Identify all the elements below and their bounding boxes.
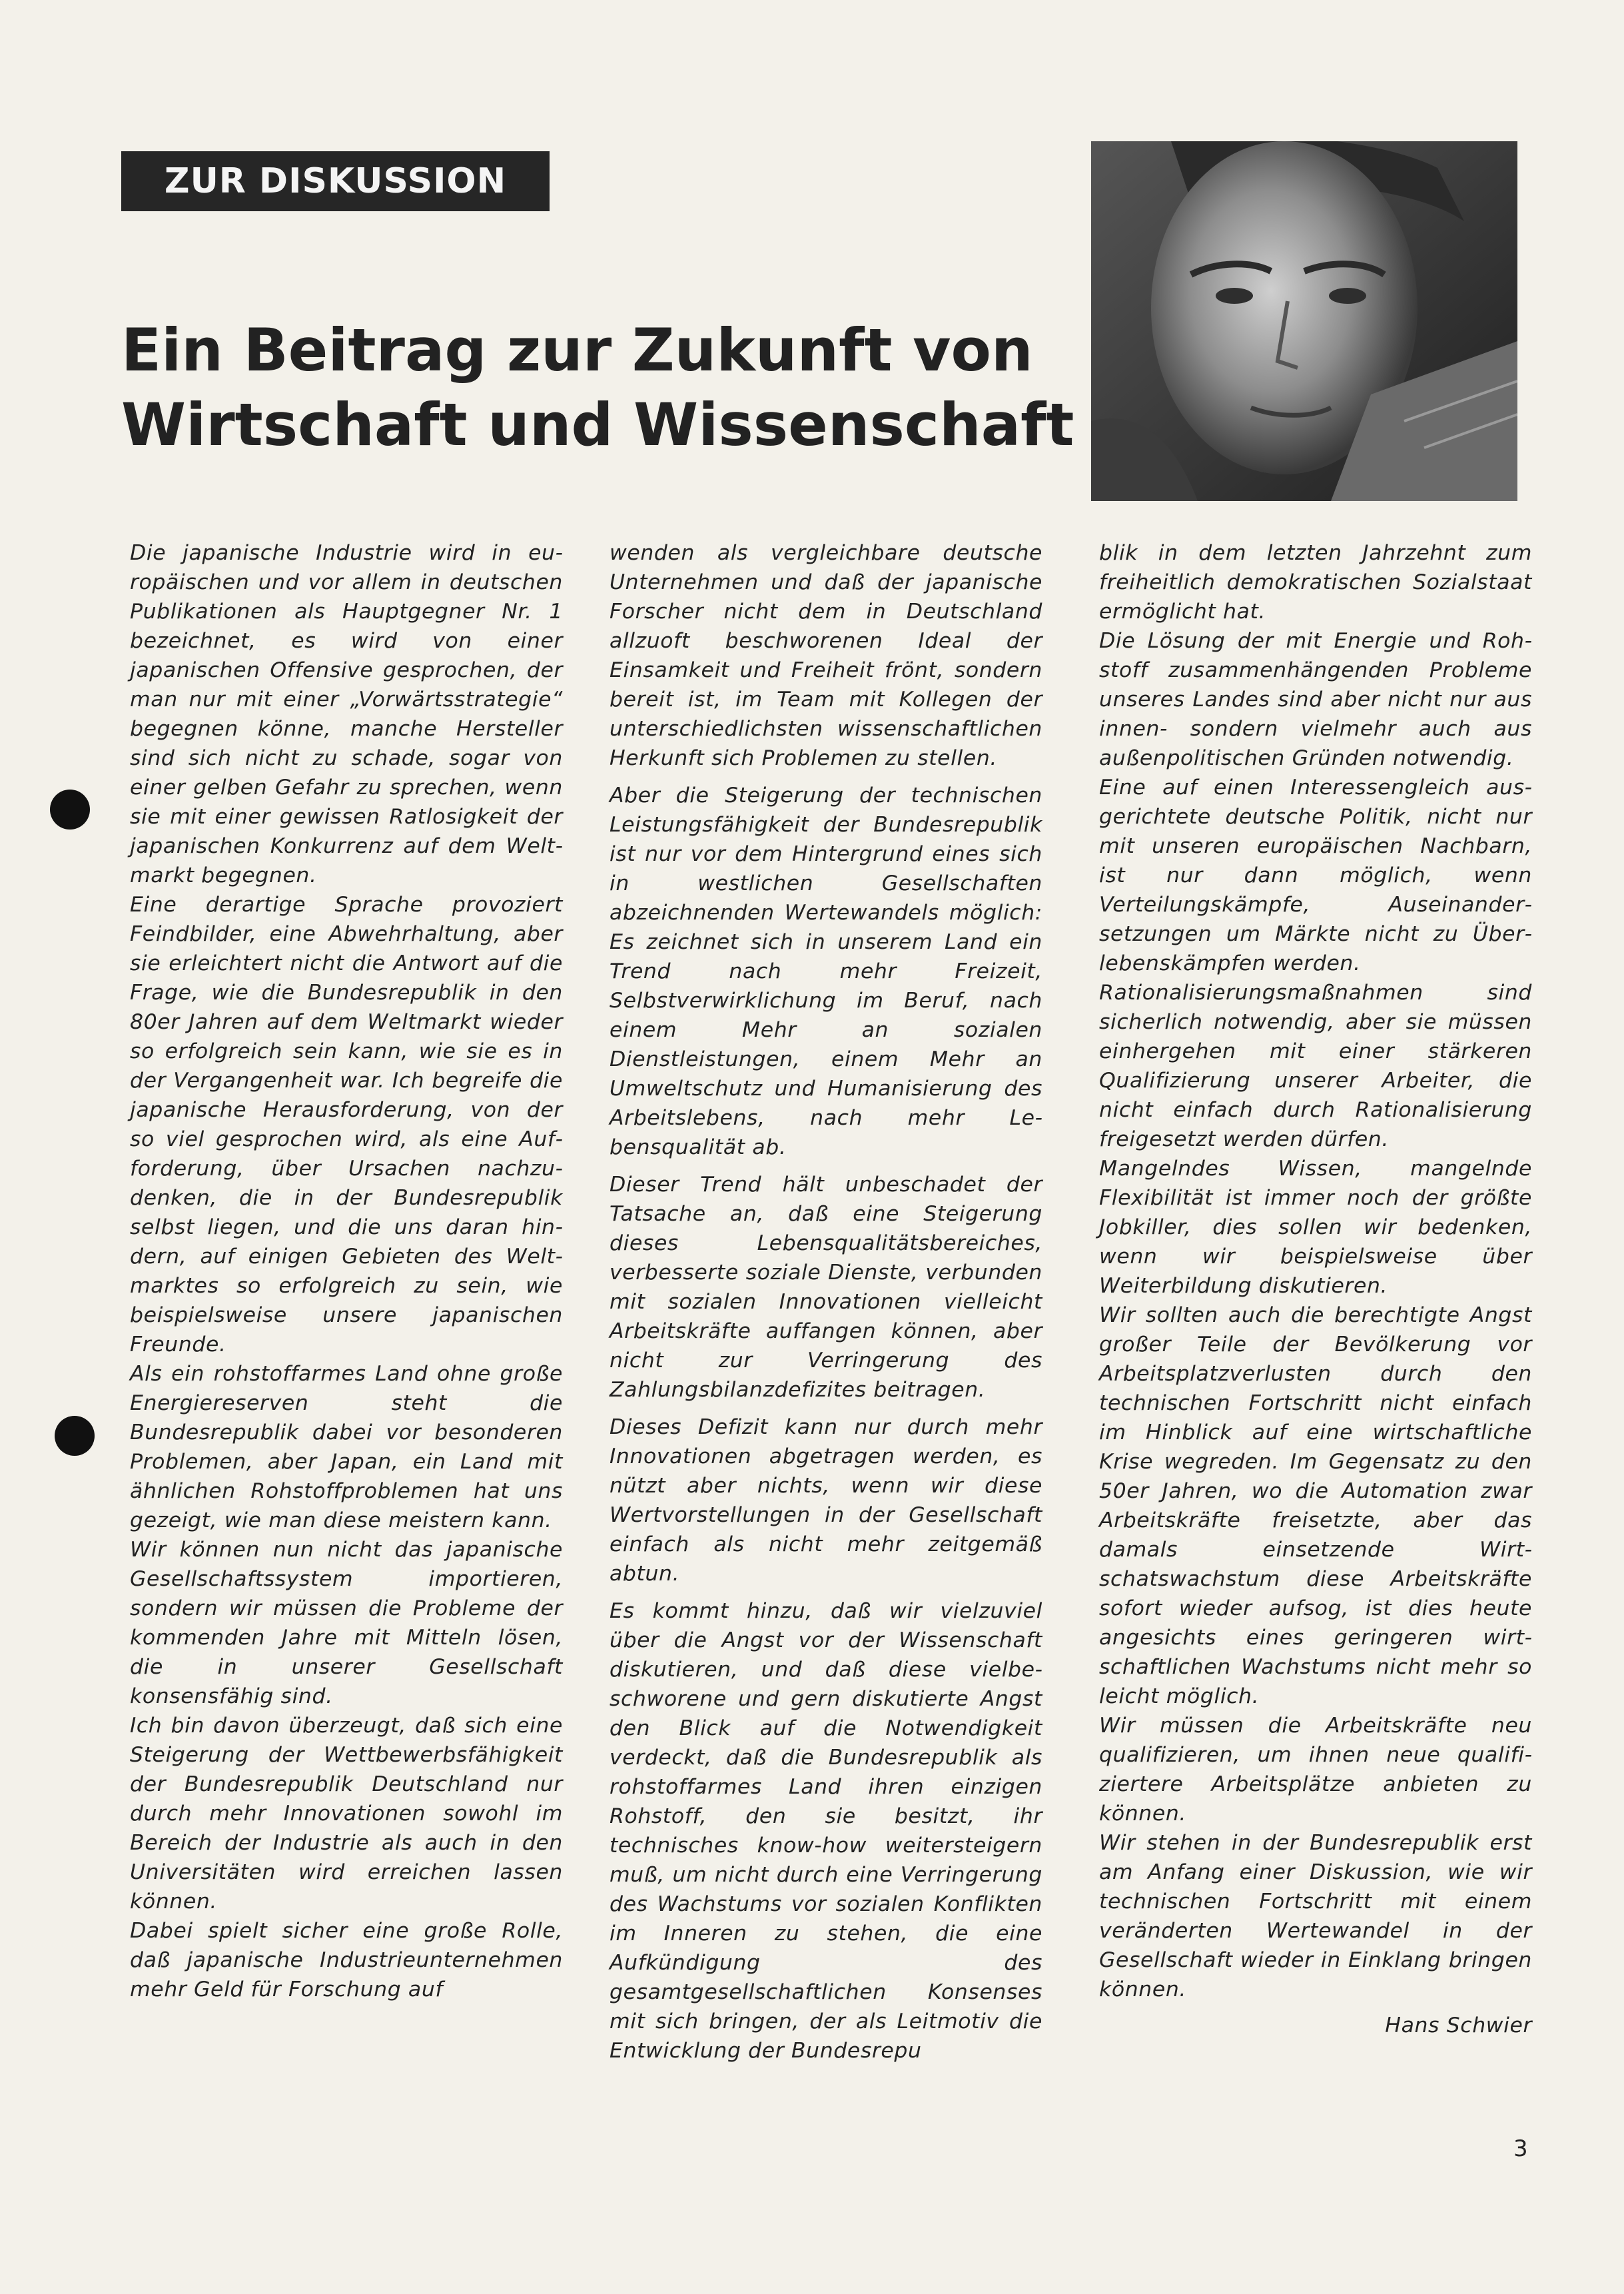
column-2-paragraph: Aber die Steigerung der technischen Leistungsfähigkeit der Bundesrepublik ist nur vor dem Hintergrund eines sich in westlichen Gesellschaften abzeichnenden Wertewandels möglich: Es zeichnet sich in unserem Land ein Trend nach mehr Freizeit, Selbstverwirklichung im Beruf, nach einem Mehr an sozialen Dienstleistungen, einem Mehr an Umweltschutz und Humanisierung des Arbeitslebens, nach mehr Lebensqualität ab.	[609, 784, 1042, 1159]
column-3-paragraph: Eine auf einen Interessengleich ausgerichtete deutsche Politik, nicht nur mit unseren europäischen Nachbarn, ist nur dann möglich, wenn Verteilungskämpfe, Auseinandersetzungen um Märkte nicht zu Überlebenskämpfen werden.	[1099, 776, 1532, 975]
article-column-1	[130, 538, 563, 2124]
column-3-paragraph: Wir sollten auch die berechtigte Angst großer Teile der Bevölkerung vor Arbeitsplatzverlusten durch den technischen Fortschritt nicht einfach im Hinblick auf eine wirtschaftliche Krise wegreden. Im Gegensatz zu den 50er Jahren, wo die Automation zwar Arbeitskräfte freisetzte, aber das damals einsetzende Wirtschatswachstum diese Arbeitskräfte sofort wieder aufsog, ist dies heute angesichts eines geringeren wirtschaftlichen Wachstums nicht mehr so leicht möglich.	[1099, 1303, 1532, 1708]
column-1-paragraph: Ich bin davon überzeugt, daß sich eine Steigerung der Wettbewerbsfähigkeit der Bundesrepublik Deutschland nur durch mehr Innovationen sowohl im Bereich der Industrie als auch in den Universitäten wird erreichen lassen können.	[130, 1714, 563, 1914]
column-1-paragraph: Wir können nun nicht das japanische Gesellschaftssystem importieren, sondern wir müssen die Probleme der kommenden Jahre mit Mitteln lösen, die in unserer Gesellschaft konsensfähig sind.	[130, 1538, 563, 1708]
column-1-paragraph: Eine derartige Sprache provoziert Feindbilder, eine Abwehrhaltung, aber sie erleichtert nicht die Antwort auf die Frage, wie die Bundesrepublik in den 80er Jahren auf dem Weltmarkt wieder so erfolgreich sein kann, wie sie es in der Vergangenheit war. Ich begreife die japanische Herausforderung, von der so viel gesprochen wird, als eine Aufforderung, über Ursachen nachzudenken, die in der Bundesrepublik selbst liegen, und die uns daran hindern, auf einigen Gebieten des Weltmarktes so erfolgreich zu sein, wie beispielsweise unsere japanischen Freunde.	[130, 893, 563, 1357]
page-number: 3	[1513, 2135, 1528, 2162]
article-column-2	[609, 538, 1042, 2124]
column-3-paragraph: Wir stehen in der Bundesrepublik erst am Anfang einer Diskussion, wie wir technischen Fortschritt mit einem veränderten Wertewandel in der Gesellschaft wieder in Einklang bringen können.	[1099, 1831, 1532, 2002]
headline-line-1: Ein Beitrag zur Zukunft von	[121, 316, 1033, 384]
column-3-paragraph: Die Lösung der mit Energie und Rohstoff zusammenhängenden Probleme unseres Landes sind aber nicht nur aus innen- sondern vielmehr auch aus außenpolitischen Gründen notwendig.	[1099, 629, 1532, 770]
article-headline	[121, 313, 1074, 462]
column-3-paragraph: Wir müssen die Arbeitskräfte neu qualifizieren, um ihnen neue qualifiziertere Arbeitsplätze anbieten zu können.	[1099, 1714, 1532, 1826]
column-2-paragraph: Es kommt hinzu, daß wir vielzuviel über die Angst vor der Wissenschaft diskutieren, und daß diese vielbeschworene und gern diskutierte Angst den Blick auf die Notwendigkeit verdeckt, daß die Bundesrepublik als rohstoffarmes Land ihren einzigen Rohstoff, den sie besitzt, ihr technisches know-how weitersteigern muß, um nicht durch eine Verringerung des Wachstums vor sozialen Konflikten im Inneren zu stehen, die eine Aufkündigung des gesamtgesellschaftlichen Konsenses mit sich bringen, der als Leitmotiv die Entwicklung der Bundesrepu	[609, 1599, 1042, 2063]
punch-hole	[55, 1416, 95, 1456]
headline-line-2: Wirtschaft und Wissenschaft	[121, 390, 1074, 459]
punch-hole	[50, 790, 90, 830]
column-2-paragraph: Dieser Trend hält unbeschadet der Tatsache an, daß eine Steigerung dieses Lebensqualitätsbereiches, verbesserte soziale Dienste, verbunden mit sozialen Innovationen vielleicht Arbeitskräfte auffangen können, aber nicht zur Verringerung des Zahlungsbilanzdefizites beitragen.	[609, 1173, 1042, 1402]
portrait-icon	[1091, 141, 1517, 501]
section-kicker: ZUR DISKUSSION	[121, 151, 550, 211]
column-1-paragraph: Dabei spielt sicher eine große Rolle, daß japanische Industrieunternehmen mehr Geld für Forschung auf	[130, 1919, 563, 2002]
article-column-3	[1099, 538, 1532, 2124]
author-signature: Hans Schwier	[1385, 2013, 1532, 2037]
column-1-paragraph: Als ein rohstoffarmes Land ohne große Energiereserven steht die Bundesrepublik dabei vor besonderen Problemen, aber Japan, ein Land mit ähnlichen Rohstoffproblemen hat uns gezeigt, wie man diese meistern kann.	[130, 1362, 563, 1532]
column-2-paragraph: wenden als vergleichbare deutsche Unternehmen und daß der japanische Forscher nicht dem in Deutschland allzuoft beschworenen Ideal der Einsamkeit und Freiheit frönt, sondern bereit ist, im Team mit Kollegen der unterschiedlichsten wissenschaftlichen Herkunft sich Problemen zu stellen.	[609, 541, 1042, 770]
column-3-paragraph: Rationalisierungsmaßnahmen sind sicherlich notwendig, aber sie müssen einhergehen mit einer stärkeren Qualifizierung unserer Arbeiter, die nicht einfach durch Rationalisierung freigesetzt werden dürfen.	[1099, 981, 1532, 1151]
column-3-paragraph: Mangelndes Wissen, mangelnde Flexibilität ist immer noch der größte Jobkiller, dies sollen wir bedenken, wenn wir beispielsweise über Weiterbildung diskutieren.	[1099, 1157, 1532, 1298]
column-1-paragraph: Die japanische Industrie wird in europäischen und vor allem in deutschen Publikationen als Hauptgegner Nr. 1 bezeichnet, es wird von einer japanischen Offensive gesprochen, der man nur mit einer „Vorwärtsstrategie“ begegnen könne, manche Hersteller sind sich nicht zu schade, sogar von einer gelben Gefahr zu sprechen, wenn sie mit einer gewissen Ratlosigkeit der japanischen Konkurrenz auf dem Weltmarkt begegnen.	[130, 541, 563, 887]
author-portrait-photo	[1091, 141, 1517, 501]
column-3-paragraph: blik in dem letzten Jahrzehnt zum freiheitlich demokratischen Sozialstaat ermöglicht hat.	[1099, 541, 1532, 624]
column-2-paragraph: Dieses Defizit kann nur durch mehr Innovationen abgetragen werden, es nützt aber nichts, wenn wir diese Wertvorstellungen in der Gesellschaft einfach als nicht mehr zeitgemäß abtun.	[609, 1415, 1042, 1586]
